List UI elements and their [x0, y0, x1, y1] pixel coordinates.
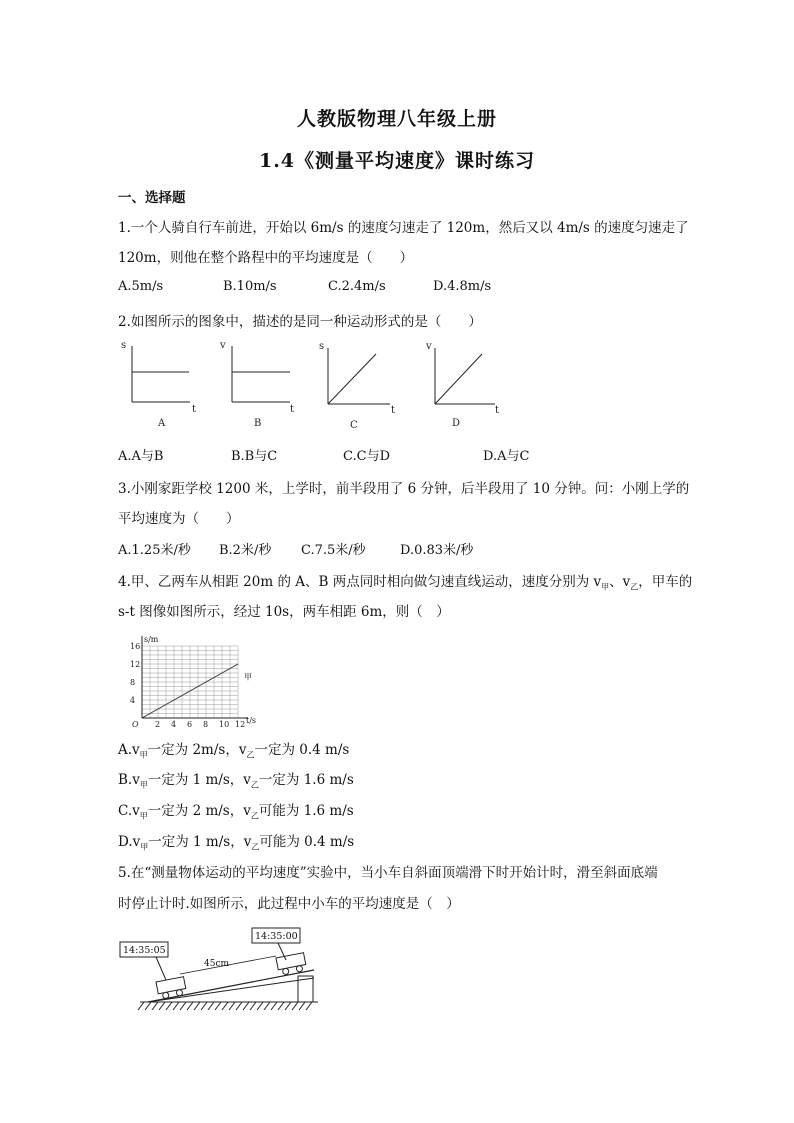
graph-c-xlabel: t [391, 405, 396, 416]
ground-hatch [257, 1002, 263, 1010]
subscript-yi: 乙 [250, 811, 259, 821]
graph-a-caption: A [158, 418, 166, 429]
graph-c-caption: C [350, 420, 358, 431]
question-3-line-1: 3.小刚家距学校 1200 米，上学时，前半段用了 6 分钟，后半段用了 10 分钟。问：小刚上学的 [118, 481, 690, 497]
question-4-text-sep: 、v [609, 574, 631, 590]
question-5-line-2: 时停止计时.如图所示，此过程中小车的平均速度是（ ） [118, 896, 460, 912]
option-text: 一定为 0.4 m/s [254, 742, 350, 758]
ground-hatch [264, 1002, 270, 1010]
y-tick-label: 16 [130, 642, 141, 651]
subscript-yi: 乙 [250, 780, 259, 790]
subscript-jia: 甲 [139, 811, 148, 821]
question-1-option-b: B.10m/s [223, 279, 277, 294]
ground-hatch [145, 1002, 151, 1010]
x-tick-label: 6 [187, 720, 193, 728]
question-2-option-a: A.A与B [118, 449, 164, 464]
x-axis-label: t/s [246, 716, 257, 725]
graph-b [232, 346, 290, 402]
question-1-option-d: D.4.8m/s [433, 279, 492, 294]
question-2-option-c: C.C与D [343, 449, 390, 464]
y-tick-label: 8 [130, 678, 136, 687]
ground-hatch [194, 1002, 200, 1010]
subscript-jia: 甲 [140, 842, 149, 852]
graph-d-ylabel: v [426, 341, 432, 352]
graph-d-caption: D [452, 418, 461, 429]
clock-bottom: 14:35:05 [123, 945, 166, 956]
subscript-jia: 甲 [601, 582, 610, 592]
graph-a-xlabel: t [192, 404, 197, 415]
ground-hatch [152, 1002, 158, 1010]
graph-d-xlabel: t [495, 405, 500, 416]
subscript-yi: 乙 [246, 750, 255, 760]
page-title: 人教版物理八年级上册 [296, 108, 497, 130]
x-tick-label: 4 [171, 720, 177, 728]
graph-a [132, 346, 190, 402]
ground-hatch [159, 1002, 165, 1010]
x-tick-label: 10 [219, 720, 230, 728]
x-tick-label: 8 [203, 720, 209, 728]
graph-c [328, 348, 390, 404]
subscript-yi: 乙 [630, 582, 639, 592]
ground-hatch [215, 1002, 221, 1010]
ground-hatch [243, 1002, 249, 1010]
question-1-line-2: 120m，则他在整个路程中的平均速度是（ ） [118, 250, 414, 266]
question-4-text-end: ，甲车的 [638, 574, 693, 590]
question-1-line-1: 1.一个人骑自行车前进，开始以 6m/s 的速度匀速走了 120m，然后又以 4m/s 的速度匀速走了 [118, 220, 689, 236]
ground-hatch [278, 1002, 284, 1010]
ground-hatch [166, 1002, 172, 1010]
ground-hatch [306, 1002, 312, 1010]
x-tick-label: 2 [155, 720, 161, 728]
subscript-jia: 甲 [139, 780, 148, 790]
graph-b-ylabel: v [220, 340, 226, 351]
section-heading: 一、选择题 [118, 190, 186, 206]
option-text: D.v [118, 834, 141, 850]
ground-hatch [229, 1002, 235, 1010]
ground-hatch [180, 1002, 186, 1010]
origin-label: O [132, 720, 139, 728]
ground-hatch [236, 1002, 242, 1010]
question-4-option-c [118, 799, 354, 822]
option-text: 可能为 0.4 m/s [259, 834, 355, 850]
question-3-option-c: C.7.5米/秒 [301, 543, 366, 558]
question-2-line-1: 2.如图所示的图象中，描述的是同一种运动形式的是（ ） [118, 314, 482, 330]
option-text: A.v [118, 742, 140, 758]
question-2-option-b: B.B与C [231, 449, 278, 464]
incline-experiment-figure [118, 922, 328, 1017]
option-text: C.v [118, 803, 140, 819]
question-1-option-a: A.5m/s [118, 279, 164, 294]
option-text: 一定为 1 m/s，v [147, 772, 251, 788]
graph-a-ylabel: s [121, 340, 127, 351]
ground-hatch [201, 1002, 207, 1010]
question-3-option-a: A.1.25米/秒 [118, 543, 191, 558]
series-label-jia: 甲 [244, 672, 252, 682]
question-4-option-b [118, 768, 354, 791]
chart-grid [142, 646, 238, 718]
y-tick-label: 12 [130, 660, 141, 669]
graph-b-xlabel: t [290, 404, 295, 415]
motion-graphs-figure [110, 336, 510, 436]
option-text: 一定为 2 m/s，v [147, 803, 251, 819]
option-text: 一定为 1 m/s，v [148, 834, 252, 850]
ground-hatch [285, 1002, 291, 1010]
question-3-option-b: B.2米/秒 [219, 543, 272, 558]
question-4-option-d [118, 830, 354, 853]
option-text: B.v [118, 772, 140, 788]
ground-hatch [187, 1002, 193, 1010]
question-5-line-1: 5.在“测量物体运动的平均速度”实验中，当小车自斜面顶端滑下时开始计时，滑至斜面底端 [118, 865, 658, 881]
question-4-text-start: 4.甲、乙两车从相距 20m 的 A、B 两点同时相向做匀速直线运动，速度分别为 v [118, 574, 602, 590]
ground-hatch [299, 1002, 305, 1010]
ground-hatch [271, 1002, 277, 1010]
ground-hatch [250, 1002, 256, 1010]
question-2-option-d: D.A与C [483, 449, 530, 464]
clock-top: 14:35:00 [255, 931, 298, 942]
graph-b-caption: B [254, 418, 262, 429]
ground-hatch [173, 1002, 179, 1010]
question-4-line-2: s-t 图像如图所示，经过 10s，两车相距 6m，则（ ） [118, 604, 450, 620]
question-4-line-1 [118, 570, 692, 593]
question-3-option-d: D.0.83米/秒 [400, 543, 474, 558]
graph-c-ylabel: s [319, 341, 325, 352]
subscript-jia: 甲 [139, 750, 148, 760]
question-1-option-c: C.2.4m/s [328, 279, 386, 294]
graph-d [435, 348, 495, 404]
option-text: 一定为 2m/s，v [147, 742, 247, 758]
ground-hatch [292, 1002, 298, 1010]
option-text: 一定为 1.6 m/s [258, 772, 354, 788]
y-tick-label: 4 [130, 696, 136, 705]
ground-hatch [222, 1002, 228, 1010]
distance-label: 45cm [204, 959, 230, 969]
s-t-chart [118, 628, 268, 728]
question-3-line-2: 平均速度为（ ） [118, 511, 240, 527]
page-subtitle: 1.4《测量平均速度》课时练习 [258, 150, 536, 172]
ground-hatch [138, 1002, 144, 1010]
ground-hatch [208, 1002, 214, 1010]
question-4-option-a [118, 738, 349, 761]
y-axis-label: s/m [144, 635, 159, 644]
ground [138, 1002, 318, 1010]
clock-bottom-pointer [156, 957, 166, 980]
subscript-yi: 乙 [251, 842, 260, 852]
cart-bottom [156, 977, 187, 1000]
option-text: 可能为 1.6 m/s [258, 803, 354, 819]
x-tick-label: 12 [235, 720, 246, 728]
